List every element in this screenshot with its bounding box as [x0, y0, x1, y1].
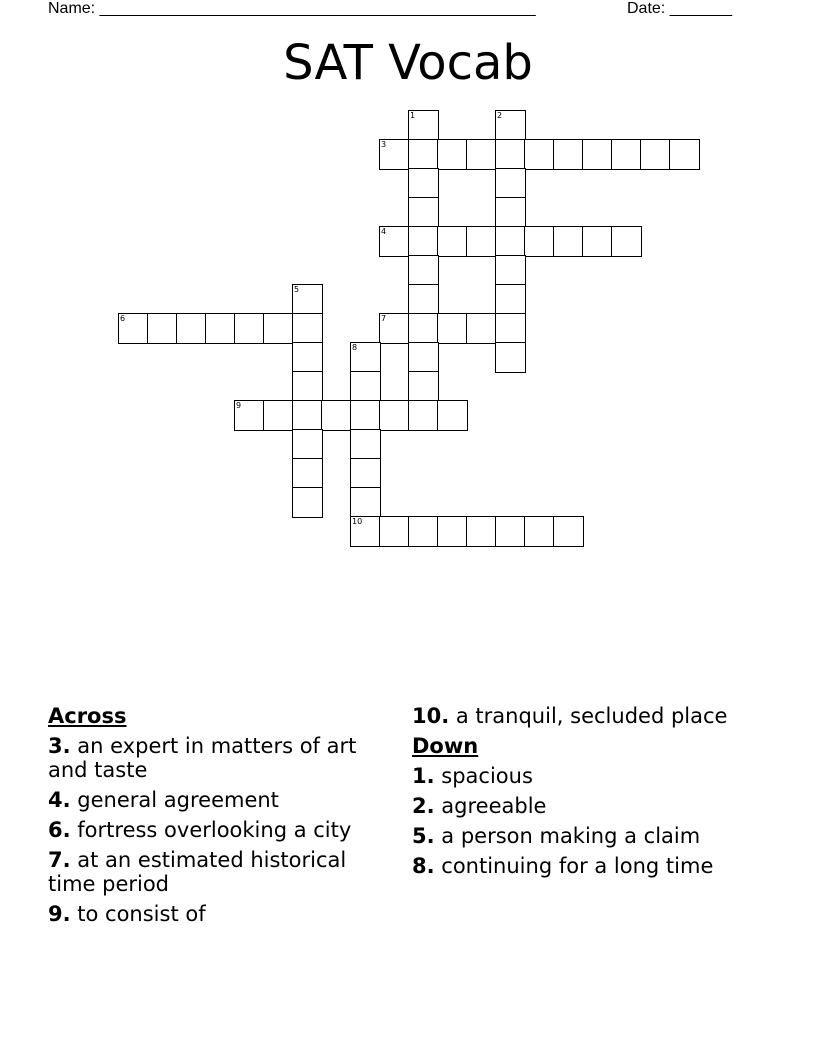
down-clue: [412, 824, 792, 848]
clue-number: 10.: [412, 704, 450, 728]
cell-number: 7: [381, 313, 387, 323]
clue-text: continuing for a long time: [441, 854, 714, 878]
crossword-cell[interactable]: [495, 139, 526, 170]
crossword-cell[interactable]: [379, 516, 410, 547]
crossword-cell[interactable]: [524, 226, 555, 257]
across-heading: Across: [48, 704, 127, 728]
crossword-cell[interactable]: [408, 139, 439, 170]
crossword-cell[interactable]: [408, 313, 439, 344]
clue-number: 1.: [412, 764, 435, 788]
crossword-cell[interactable]: [408, 400, 439, 431]
crossword-cell[interactable]: [408, 110, 439, 141]
clue-text: to consist of: [77, 902, 206, 926]
clue-text: spacious: [441, 764, 533, 788]
across-clue: [48, 734, 393, 782]
across-clue: [48, 902, 393, 926]
clues-right-column: [412, 704, 792, 884]
crossword-cell[interactable]: [437, 516, 468, 547]
crossword-cell[interactable]: [350, 400, 381, 431]
crossword-cell[interactable]: [350, 458, 381, 489]
clue-text: a person making a claim: [441, 824, 701, 848]
crossword-cell[interactable]: [495, 313, 526, 344]
crossword-cell[interactable]: [582, 139, 613, 170]
across-clue: [48, 788, 393, 812]
clue-number: 4.: [48, 788, 71, 812]
crossword-cell[interactable]: [292, 400, 323, 431]
clue-text: fortress overlooking a city: [77, 818, 352, 842]
crossword-cell[interactable]: [437, 313, 468, 344]
clue-text: agreeable: [441, 794, 547, 818]
clue-number: 5.: [412, 824, 435, 848]
crossword-cell[interactable]: [292, 458, 323, 489]
clue-text: general agreement: [77, 788, 279, 812]
crossword-cell[interactable]: [292, 429, 323, 460]
crossword-cell[interactable]: [582, 226, 613, 257]
crossword-cell[interactable]: [495, 168, 526, 199]
crossword-cell[interactable]: [495, 284, 526, 315]
crossword-cell[interactable]: [495, 516, 526, 547]
cell-number: 10: [352, 516, 363, 526]
cell-number: 4: [381, 226, 387, 236]
crossword-cell[interactable]: [495, 226, 526, 257]
crossword-cell[interactable]: [350, 516, 381, 547]
crossword-cell[interactable]: [408, 371, 439, 402]
cell-number: 5: [294, 284, 300, 294]
crossword-cell[interactable]: [495, 197, 526, 228]
crossword-cell[interactable]: [669, 139, 700, 170]
crossword-cell[interactable]: [263, 313, 294, 344]
across-clue: [412, 704, 792, 728]
crossword-cell[interactable]: [234, 400, 265, 431]
crossword-cell[interactable]: [553, 139, 584, 170]
clue-number: 8.: [412, 854, 435, 878]
across-clue: [48, 848, 393, 896]
crossword-cell[interactable]: [350, 429, 381, 460]
crossword-cell[interactable]: [118, 313, 149, 344]
down-clue: [412, 794, 792, 818]
crossword-cell[interactable]: [437, 226, 468, 257]
crossword-cell[interactable]: [553, 226, 584, 257]
cell-number: 6: [120, 313, 126, 323]
crossword-cell[interactable]: [495, 255, 526, 286]
cell-number: 3: [381, 139, 387, 149]
crossword-cell[interactable]: [176, 313, 207, 344]
down-clue: [412, 854, 792, 878]
crossword-cell[interactable]: [408, 255, 439, 286]
crossword-cell[interactable]: [408, 284, 439, 315]
crossword-cell[interactable]: [466, 516, 497, 547]
crossword-cell[interactable]: [350, 371, 381, 402]
crossword-cell[interactable]: [466, 226, 497, 257]
date-field: Date: _______: [627, 0, 732, 17]
crossword-cell[interactable]: [147, 313, 178, 344]
crossword-cell[interactable]: [263, 400, 294, 431]
crossword-cell[interactable]: [495, 342, 526, 373]
cell-number: 8: [352, 342, 358, 352]
crossword-cell[interactable]: [611, 139, 642, 170]
crossword-cell[interactable]: [611, 226, 642, 257]
across-clue: [48, 818, 393, 842]
crossword-cell[interactable]: [408, 168, 439, 199]
clue-number: 6.: [48, 818, 71, 842]
crossword-cell[interactable]: [437, 139, 468, 170]
crossword-cell[interactable]: [524, 139, 555, 170]
clue-text: an expert in matters of art and taste: [48, 734, 357, 782]
down-heading: Down: [412, 734, 479, 758]
crossword-cell[interactable]: [408, 226, 439, 257]
name-field: Name: _________________________________________________: [48, 0, 536, 17]
crossword-cell[interactable]: [408, 197, 439, 228]
crossword-cell[interactable]: [321, 400, 352, 431]
clue-number: 9.: [48, 902, 71, 926]
crossword-cell[interactable]: [640, 139, 671, 170]
crossword-cell[interactable]: [466, 313, 497, 344]
cell-number: 9: [236, 400, 242, 410]
crossword-cell[interactable]: [292, 342, 323, 373]
crossword-cell[interactable]: [437, 400, 468, 431]
crossword-cell[interactable]: [379, 226, 410, 257]
clue-number: 3.: [48, 734, 71, 758]
cell-number: 2: [497, 110, 503, 120]
crossword-cell[interactable]: [292, 313, 323, 344]
crossword-cell[interactable]: [495, 110, 526, 141]
crossword-cell[interactable]: [408, 516, 439, 547]
clue-number: 7.: [48, 848, 71, 872]
crossword-cell[interactable]: [292, 371, 323, 402]
crossword-cell[interactable]: [292, 284, 323, 315]
crossword-cell[interactable]: [350, 487, 381, 518]
crossword-cell[interactable]: [524, 516, 555, 547]
puzzle-title: SAT Vocab: [283, 35, 533, 91]
crossword-cell[interactable]: [408, 342, 439, 373]
crossword-cell[interactable]: [379, 400, 410, 431]
cell-number: 1: [410, 110, 416, 120]
crossword-cell[interactable]: [350, 342, 381, 373]
crossword-cell[interactable]: [553, 516, 584, 547]
crossword-cell[interactable]: [379, 313, 410, 344]
clues-left-column: [48, 704, 393, 932]
crossword-cell[interactable]: [379, 139, 410, 170]
crossword-cell[interactable]: [292, 487, 323, 518]
crossword-cell[interactable]: [205, 313, 236, 344]
clue-text: a tranquil, secluded place: [455, 704, 728, 728]
clue-number: 2.: [412, 794, 435, 818]
down-clue: [412, 764, 792, 788]
crossword-cell[interactable]: [234, 313, 265, 344]
clue-text: at an estimated historical time period: [48, 848, 347, 896]
crossword-cell[interactable]: [466, 139, 497, 170]
